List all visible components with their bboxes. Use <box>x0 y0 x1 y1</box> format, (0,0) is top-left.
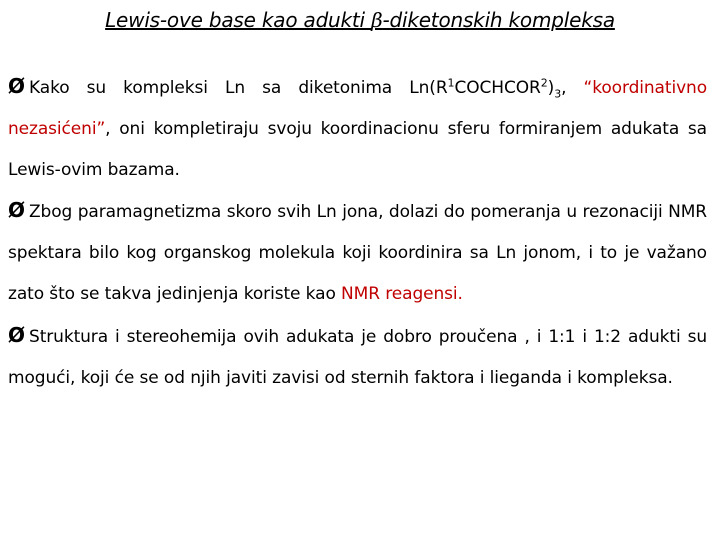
slide-title <box>0 8 720 32</box>
p2-text: Zbog paramagnetizma skoro svih Ln jona, dolazi do pomeranja u rezonaciji NMR spektara bilo kog organskog molekula koji koordinira sa Ln jonom, i to je važano zato što se takva jedinjenja koriste kao <box>8 202 707 304</box>
bullet-paragraph-3 <box>8 315 707 399</box>
p3-text: Struktura i stereohemija ovih adukata je dobro proučena , i 1:1 i 1:2 adukti su mogući, koji će se od njih javiti zavisi od sternih faktora i lieganda i kompleksa. <box>8 326 707 388</box>
p1-subscript-3: 3 <box>554 87 562 101</box>
p1-superscript-2: 2 <box>540 76 548 90</box>
title-beta-symbol: β <box>371 8 383 32</box>
title-prefix: Lewis-ove base kao adukti <box>105 8 372 32</box>
title-suffix: -diketonskih kompleksa <box>382 8 615 32</box>
p1-text-a: Kako su kompleksi Ln sa diketonima Ln(R <box>29 78 448 98</box>
p2-highlight-text: NMR reagensi. <box>341 283 463 304</box>
p1-text-c: ) <box>547 78 555 98</box>
slide-body <box>8 66 707 398</box>
bullet-paragraph-1 <box>8 66 707 190</box>
bullet-paragraph-2 <box>8 190 707 314</box>
arrow-bullet-icon: Ø <box>8 322 25 347</box>
p1-text-d: , <box>561 78 584 98</box>
p1-text-b: COCHCOR <box>454 78 541 98</box>
p1-superscript-1: 1 <box>447 76 455 90</box>
arrow-bullet-icon: Ø <box>8 198 25 223</box>
p1-highlight-text: “koordinativno nezasićeni” <box>8 78 708 139</box>
arrow-bullet-icon: Ø <box>8 74 25 98</box>
p1-text-e: , oni kompletiraju svoju koordinacionu sferu formiranjem adukata sa Lewis-ovim bazama. <box>8 118 707 180</box>
